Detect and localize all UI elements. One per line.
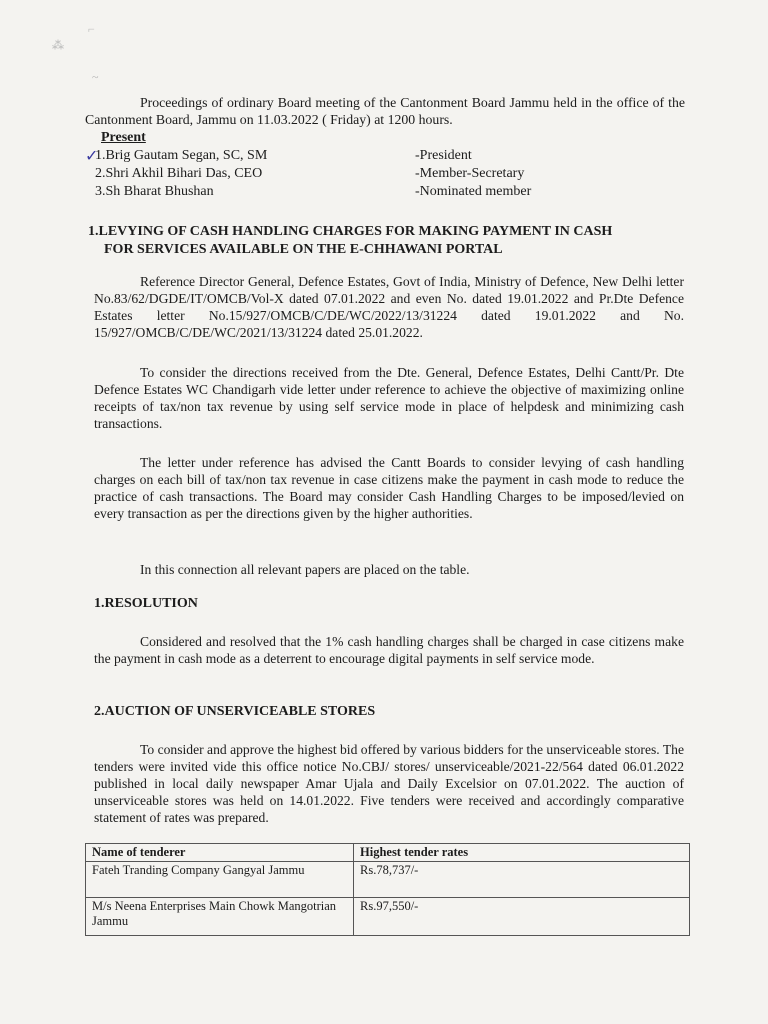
member-name: 3.Sh Bharat Bhushan: [95, 184, 214, 199]
item2-heading: 2.AUCTION OF UNSERVICEABLE STORES: [94, 704, 376, 719]
margin-scribble: ~: [92, 70, 99, 84]
member-role: -Member-Secretary: [415, 166, 525, 181]
item1-heading-line1: 1.LEVYING OF CASH HANDLING CHARGES FOR MAKING PAYMENT IN CASH: [88, 224, 613, 239]
table-cell: M/s Neena Enterprises Main Chowk Mangotrian Jammu: [86, 898, 354, 936]
table-cell: Rs.97,550/-: [354, 898, 690, 936]
member-role: -President: [415, 148, 472, 163]
member-row: [95, 148, 555, 166]
intro-paragraph: Proceedings of ordinary Board meeting of the Cantonment Board Jammu held in the office of the Cantonment Board, Jammu on 11.03.2022 ( Friday) at 1200 hours.: [85, 95, 685, 127]
resolution-heading: 1.RESOLUTION: [94, 596, 198, 611]
resolution-paragraph: Considered and resolved that the 1% cash handling charges shall be charged in case citizens make the payment in cash mode as a deterrent to encourage digital payments in self service mode.: [94, 634, 684, 666]
table-row: [86, 862, 690, 898]
margin-scribble: ⌐: [88, 22, 95, 36]
member-name: 1.Brig Gautam Segan, SC, SM: [95, 148, 268, 163]
item1-reference-paragraph: Reference Director General, Defence Estates, Govt of India, Ministry of Defence, New Delhi letter No.83/62/DGDE/IT/OMCB/Vol-X dated 07.01.2022 and even No. dated 19.01.2022 and Pr.Dte Defence Estates letter No.15/927/OMCB/C/DE/WC/2022/13/31224 dated 19.01.2022 and No. 15/927/OMCB/C/DE/WC/2021/13/31224 dated 25.01.2022.: [94, 274, 684, 340]
member-row: [95, 166, 555, 184]
table-header-row: [86, 844, 690, 862]
member-name: 2.Shri Akhil Bihari Das, CEO: [95, 166, 263, 181]
margin-scribble: ⁂: [52, 38, 64, 52]
table-row: [86, 898, 690, 936]
member-row: [95, 184, 555, 202]
present-label: Present: [101, 130, 146, 145]
table-header-cell: Name of tenderer: [86, 844, 354, 862]
item2-paragraph: To consider and approve the highest bid offered by various bidders for the unserviceable stores. The tenders were invited vide this office notice No.CBJ/ stores/ unserviceable/2021-22/564 dated 06.01.2022 published in local daily newspaper Amar Ujala and Daily Excelsior on 07.01.2022. The auction of unserviceable stores was held on 14.01.2022. Five tenders were received and accordingly comparative statement of rates was prepared.: [94, 742, 684, 825]
item1-consider-paragraph: To consider the directions received from the Dte. General, Defence Estates, Delhi Cantt/Pr. Dte Defence Estates WC Chandigarh vide letter under reference to achieve the objective of maximizing online receipts of tax/non tax revenue by using self service mode in place of helpdesk and minimizing cash transactions.: [94, 365, 684, 431]
tender-rates-table: [85, 843, 690, 936]
item1-heading-line2: FOR SERVICES AVAILABLE ON THE E-CHHAWANI PORTAL: [104, 242, 503, 257]
table-cell: Fateh Tranding Company Gangyal Jammu: [86, 862, 354, 898]
item1-papers-paragraph: In this connection all relevant papers are placed on the table.: [140, 562, 470, 577]
table-header-cell: Highest tender rates: [354, 844, 690, 862]
table-cell: Rs.78,737/-: [354, 862, 690, 898]
item1-letter-paragraph: The letter under reference has advised the Cantt Boards to consider levying of cash handling charges on each bill of tax/non tax revenue in case citizens make the payment in cash mode to reduce the practice of cash transactions. The Board may consider Cash Handling Charges to be imposed/levied on every transaction as per the directions given by the higher authorities.: [94, 455, 684, 521]
tick-mark-icon: ✓: [85, 148, 99, 165]
member-role: -Nominated member: [415, 184, 532, 199]
